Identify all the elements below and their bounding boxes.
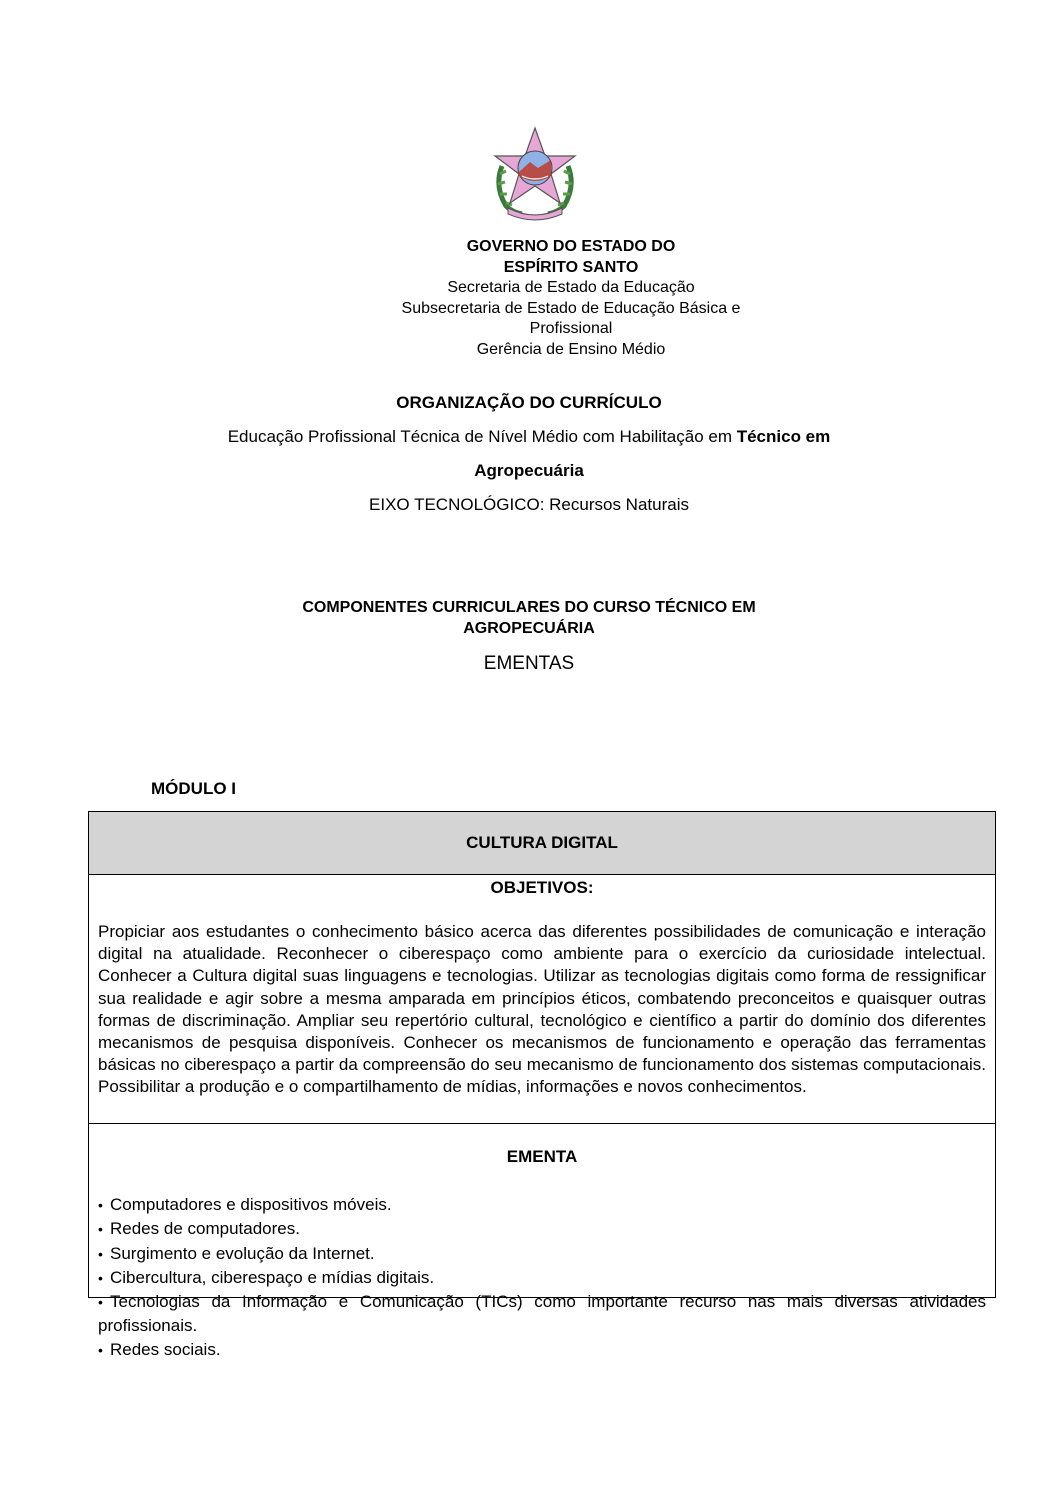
objectives-text: Propiciar aos estudantes o conhecimento básico acerca das diferentes possibilidades de comunicação e interação digital na atualidade. Reconhecer o ciberespaço como ambiente para o exercício da curiosidade intelectual. Conhecer a Cultura digital suas linguagens e tecnologias. Utilizar as tecnologias digitais como forma de ressignificar sua realidade e agir sobre a mesma amparada em princípios éticos, combatendo preconceitos e quaisquer outras formas de discriminação. Ampliar seu repertório cultural, tecnológico e científico a partir do domínio dos diferentes mecanismos de pesquisa disponíveis. Conhecer os mecanismos de funcionamento e operação das ferramentas básicas no ciberespaço a partir da compreensão do seu mecanismo de funcionamento dos sistemas computacionais. Possibilitar a produção e o compartilhamento de mídias, informações e novos conhecimentos.	[98, 922, 986, 1097]
subtitle-regular: Educação Profissional Técnica de Nível Médio com Habilitação em	[227, 427, 737, 446]
header-block	[0, 237, 1058, 360]
svg-text:· · ·: · · ·	[531, 212, 539, 217]
header-management: Gerência de Ensino Médio	[476, 340, 666, 358]
header-subsecretariat-line1: Subsecretaria de Estado de Educação Básica e	[401, 299, 741, 317]
header-subsecretariat-line2: Profissional	[529, 320, 613, 337]
ementa-list	[98, 1193, 986, 1362]
list-item: • Cibercultura, ciberespaço e mídias digitais.	[98, 1266, 986, 1290]
list-item: • Redes sociais.	[98, 1338, 986, 1362]
list-item: • Redes de computadores.	[98, 1217, 986, 1241]
list-item: • Computadores e dispositivos móveis.	[98, 1193, 986, 1217]
module-heading: MÓDULO I	[151, 779, 236, 798]
ementas-heading: EMENTAS	[483, 653, 575, 674]
header-government-line1: GOVERNO DO ESTADO DO	[466, 238, 676, 255]
table-header-row	[89, 812, 995, 875]
objectives-title: OBJETIVOS:	[490, 878, 594, 897]
list-item: • Tecnologias da Informação e Comunicação (TICs) como importante recurso nas mais diversas atividades profissionais.	[98, 1290, 986, 1338]
components-title	[84, 597, 974, 639]
list-item: • Surgimento e evolução da Internet.	[98, 1242, 986, 1266]
components-title-line2: AGROPECUÁRIA	[463, 620, 595, 637]
subtitle-bold: Técnico em	[736, 427, 831, 446]
eixo-tecnologico: EIXO TECNOLÓGICO: Recursos Naturais	[369, 495, 689, 514]
course-component-title: CULTURA DIGITAL	[466, 833, 618, 852]
document-subtitle	[84, 427, 974, 447]
ementa-row	[89, 1124, 995, 1359]
header-government-line2: ESPÍRITO SANTO	[503, 258, 639, 276]
espirito-santo-coat-of-arms-icon	[492, 126, 578, 222]
ementa-title: EMENTA	[506, 1147, 578, 1166]
components-title-line1: COMPONENTES CURRICULARES DO CURSO TÉCNICO EM	[302, 599, 756, 616]
document-title: ORGANIZAÇÃO DO CURRÍCULO	[396, 393, 662, 412]
curriculum-table	[88, 811, 996, 1359]
document-subtitle-line2: Agropecuária	[474, 461, 584, 480]
header-secretariat: Secretaria de Estado da Educação	[447, 279, 695, 296]
objectives-row	[89, 875, 995, 1124]
